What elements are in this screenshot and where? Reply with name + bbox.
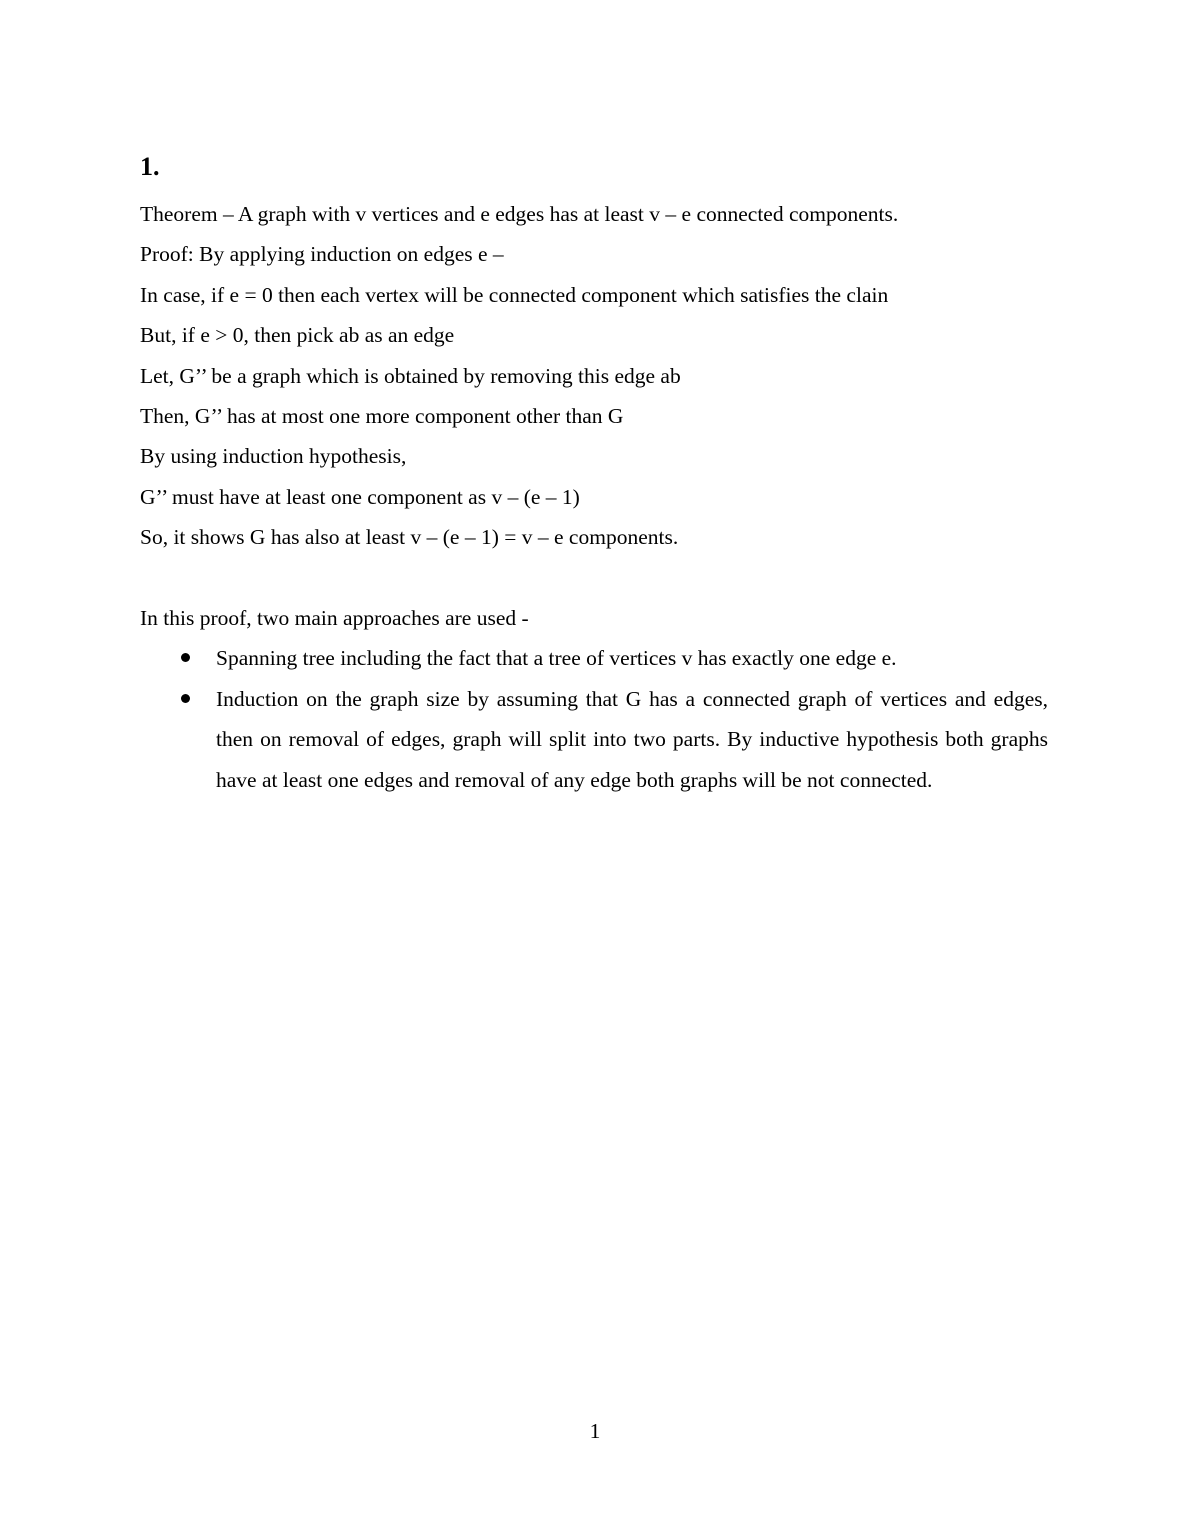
inductive-case-line: But, if e > 0, then pick ab as an edge xyxy=(140,323,455,348)
bullet-icon xyxy=(181,694,190,703)
list-item-text: Induction on the graph size by assuming that G has a connected graph of vertices and edges, then on removal of edges, graph will split into two parts. By inductive hypothesis both graphs have at least one edges and removal of any edge both graphs will be not connected. xyxy=(216,686,1048,792)
approaches-intro: In this proof, two main approaches are used - xyxy=(140,606,529,631)
theorem-line: Theorem – A graph with v vertices and e edges has at least v – e connected components. xyxy=(140,202,899,226)
list-item xyxy=(140,638,1048,678)
base-case-line: In case, if e = 0 then each vertex will be connected component which satisfies the clain xyxy=(140,282,889,307)
page-number: 1 xyxy=(589,1419,601,1443)
component-line: Then, G’’ has at most one more component other than G xyxy=(140,404,624,429)
section-heading: 1. xyxy=(140,152,160,181)
bullet-icon xyxy=(181,653,190,662)
bound-line: G’’ must have at least one component as v – (e – 1) xyxy=(140,484,580,509)
approaches-list xyxy=(140,638,1050,800)
removal-line: Let, G’’ be a graph which is obtained by removing this edge ab xyxy=(140,363,681,388)
conclusion-line: So, it shows G has also at least v – (e – 1) = v – e components. xyxy=(140,525,679,550)
hypothesis-line: By using induction hypothesis, xyxy=(140,444,407,469)
document-body xyxy=(140,150,1050,800)
list-item-text: Spanning tree including the fact that a tree of vertices v has exactly one edge e. xyxy=(216,646,897,671)
proof-line: Proof: By applying induction on edges e – xyxy=(140,242,504,267)
paragraph-spacer xyxy=(140,558,1050,598)
list-item xyxy=(140,679,1048,800)
